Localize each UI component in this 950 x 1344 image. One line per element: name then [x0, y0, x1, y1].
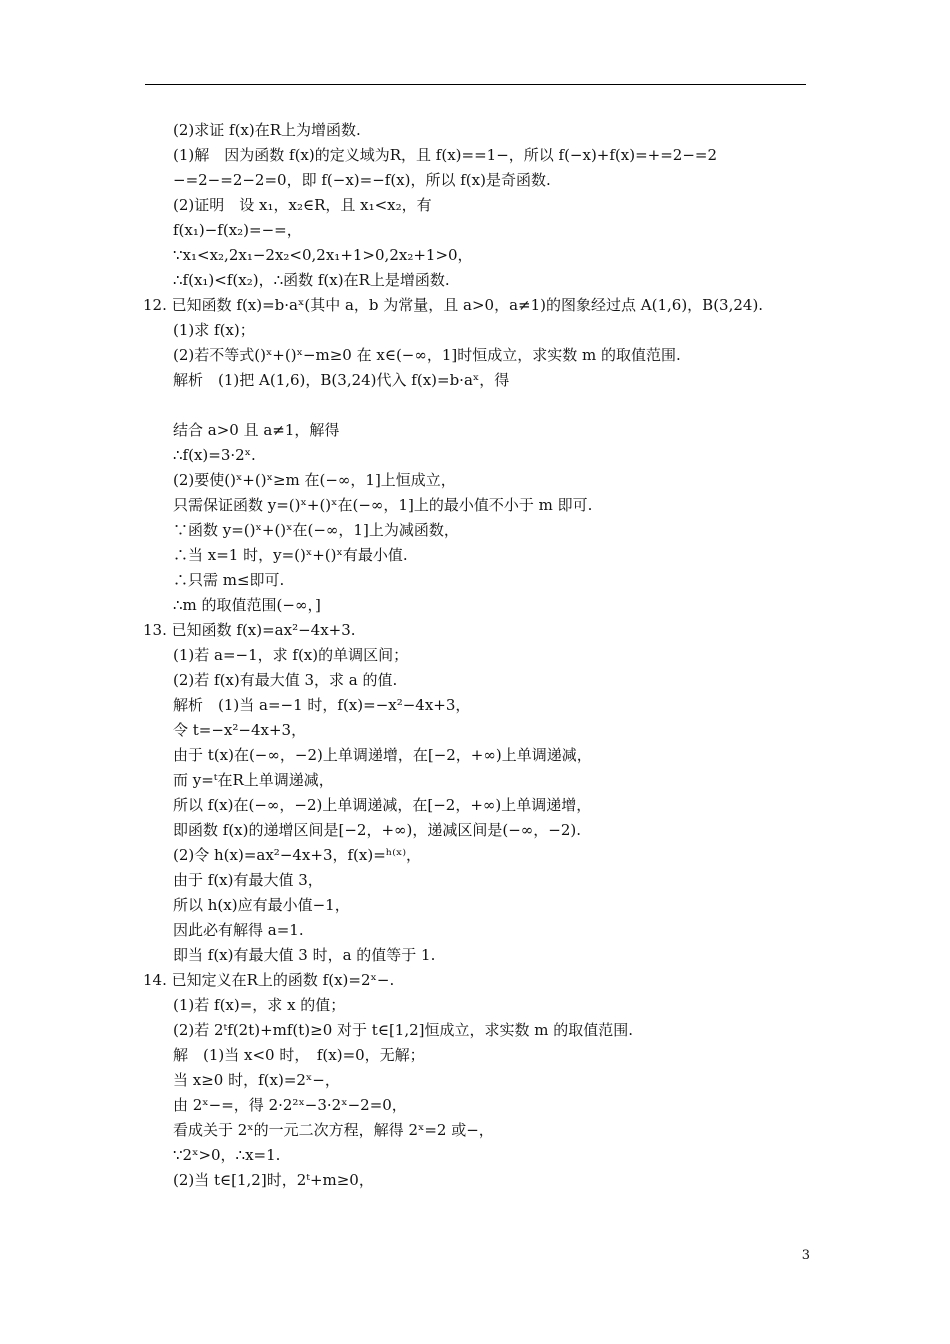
text-line: ∵2ˣ>0，∴x=1.: [173, 1146, 281, 1164]
text-line: 所以 f(x)在(−∞，−2)上单调递减，在[−2，+∞)上单调递增，: [173, 796, 592, 814]
text-line: (1)若 a=−1，求 f(x)的单调区间；: [173, 646, 409, 664]
text-line: (2)令 h(x)=ax²−4x+3，f(x)=ʰ⁽ˣ⁾，: [173, 846, 422, 864]
problem-14-heading: 14. 已知定义在R上的函数 f(x)=2ˣ−.: [143, 971, 395, 989]
text-line: (2)求证 f(x)在R上为增函数.: [173, 121, 361, 139]
page-number: 3: [801, 1248, 810, 1263]
text-line: 解析 (1)把 A(1,6)，B(3,24)代入 f(x)=b·aˣ，得: [173, 371, 510, 389]
text-line: 解析 (1)当 a=−1 时，f(x)=−x²−4x+3，: [173, 696, 471, 714]
text-line: ∵x₁<x₂,2x₁−2x₂<0,2x₁+1>0,2x₂+1>0，: [173, 246, 473, 264]
text-line: (2)若不等式()ˣ+()ˣ−m≥0 在 x∈(−∞，1]时恒成立，求实数 m 的取值范围.: [173, 346, 681, 364]
text-line: (1)解 因为函数 f(x)的定义域为R，且 f(x)==1−，所以 f(−x)+f(x)=+=2−=2: [173, 146, 718, 164]
text-line: 由 2ˣ−=，得 2·2²ˣ−3·2ˣ−2=0，: [173, 1096, 407, 1114]
text-line: 即函数 f(x)的递增区间是[−2，+∞)，递减区间是(−∞，−2).: [173, 821, 582, 839]
text-line: 只需保证函数 y=()ˣ+()ˣ在(−∞，1]上的最小值不小于 m 即可.: [173, 496, 593, 514]
document-body: [143, 118, 823, 1193]
text-line: ∴f(x₁)<f(x₂)，∴函数 f(x)在R上是增函数.: [173, 271, 450, 289]
text-line: ∴当 x=1 时，y=()ˣ+()ˣ有最小值.: [173, 546, 408, 564]
text-line: 解 (1)当 x<0 时， f(x)=0，无解；: [173, 1046, 425, 1064]
text-line: (1)若 f(x)=，求 x 的值；: [173, 996, 346, 1014]
text-line: 结合 a>0 且 a≠1，解得: [173, 421, 340, 439]
text-line: (2)若 2ᵗf(2t)+mf(t)≥0 对于 t∈[1,2]恒成立，求实数 m 的取值范围.: [173, 1021, 634, 1039]
text-line: f(x₁)−f(x₂)=−=，: [173, 221, 302, 239]
text-line: (2)证明 设 x₁，x₂∈R，且 x₁<x₂，有: [173, 196, 432, 214]
header-rule: [145, 84, 806, 85]
text-line: ∴只需 m≤即可.: [173, 571, 285, 589]
text-line: 由于 t(x)在(−∞，−2)上单调递增，在[−2，+∞)上单调递减，: [173, 746, 592, 764]
problem-13-heading: 13. 已知函数 f(x)=ax²−4x+3.: [143, 621, 356, 639]
text-line: (2)若 f(x)有最大值 3，求 a 的值.: [173, 671, 398, 689]
problem-12-heading: 12. 已知函数 f(x)=b·aˣ(其中 a，b 为常量，且 a>0，a≠1)的图象经过点 A(1,6)，B(3,24).: [143, 296, 764, 314]
text-line: 而 y=ᵗ在R上单调递减，: [173, 771, 334, 789]
text-line: ∵函数 y=()ˣ+()ˣ在(−∞，1]上为减函数，: [173, 521, 459, 539]
text-line: 令 t=−x²−4x+3，: [173, 721, 307, 739]
text-line: 所以 h(x)应有最小值−1，: [173, 896, 350, 914]
text-line: 看成关于 2ˣ的一元二次方程，解得 2ˣ=2 或−，: [173, 1121, 494, 1139]
text-line: ∴m 的取值范围(−∞，]: [173, 596, 321, 614]
text-line: ∴f(x)=3·2ˣ.: [173, 446, 256, 464]
text-line: (2)当 t∈[1,2]时，2ᵗ+m≥0，: [173, 1171, 374, 1189]
text-line: 因此必有解得 a=1.: [173, 921, 304, 939]
text-line: (2)要使()ˣ+()ˣ≥m 在(−∞，1]上恒成立，: [173, 471, 456, 489]
text-line: −=2−=2−2=0，即 f(−x)=−f(x)，所以 f(x)是奇函数.: [173, 171, 551, 189]
text-line: 即当 f(x)有最大值 3 时，a 的值等于 1.: [173, 946, 436, 964]
text-line: (1)求 f(x)；: [173, 321, 255, 339]
text-line: 当 x≥0 时，f(x)=2ˣ−，: [173, 1071, 340, 1089]
equation-gap: [143, 393, 823, 418]
text-line: 由于 f(x)有最大值 3，: [173, 871, 323, 889]
